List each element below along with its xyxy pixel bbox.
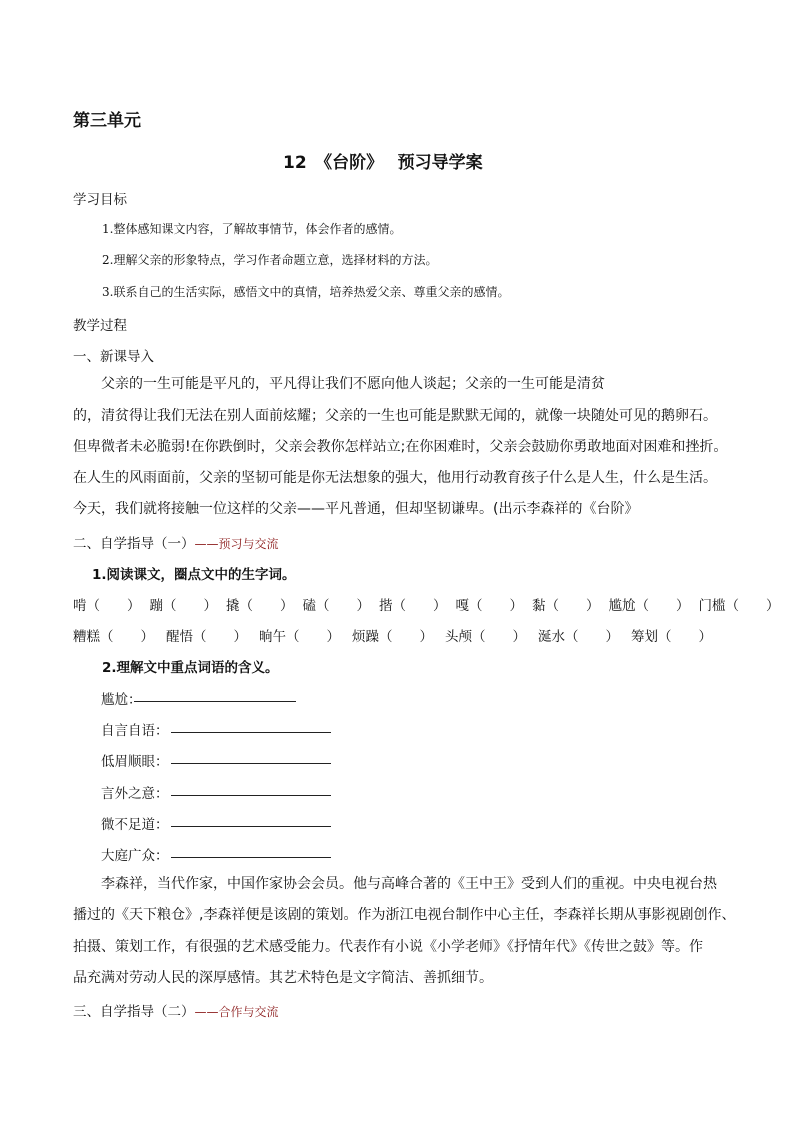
term-label: 低眉顺眼： (101, 754, 169, 770)
term-label: 微不足道： (101, 817, 169, 833)
intro-paragraph-line: 的，清贫得让我们无法在别人面前炫耀；父亲的一生也可能是默默无闻的，就像一块随处可见的鹅卵石。 (73, 408, 717, 424)
intro-paragraph-line: 今天，我们就将接触一位这样的父亲——平凡普通，但却坚韧谦卑。(出示李森祥的《台阶》 (73, 501, 639, 517)
objective-item: 1.整体感知课文内容，了解故事情节，体会作者的感情。 (102, 222, 402, 236)
objectives-heading: 学习目标 (73, 192, 127, 208)
vocab-item: 醒悟（ ） (166, 629, 247, 645)
vocab-item: 揩（ ） (379, 598, 447, 614)
vocab-item: 晌午（ ） (259, 629, 340, 645)
term-label: 大庭广众： (101, 848, 169, 864)
vocab-row-2 (73, 625, 712, 645)
term-label: 尴尬： (101, 692, 142, 708)
vocab-item: 啃（ ） (73, 598, 141, 614)
section-heading-selfstudy-1 (73, 532, 279, 552)
vocab-item: 糟糕（ ） (73, 629, 154, 645)
section-heading-selfstudy-2 (73, 1000, 279, 1020)
vocab-item: 蹦（ ） (149, 598, 217, 614)
vocab-item: 黏（ ） (532, 598, 600, 614)
vocab-item: 烦躁（ ） (352, 629, 433, 645)
answer-blank[interactable] (171, 810, 331, 827)
objective-item: 3.联系自己的生活实际，感悟文中的真情，培养热爱父亲、尊重父亲的感情。 (102, 285, 510, 299)
task-2: 2.理解文中重点词语的含义。 (102, 660, 279, 676)
intro-paragraph-line: 在人生的风雨面前，父亲的坚韧可能是你无法想象的强大，他用行动教育孩子什么是人生，什么是生活。 (73, 470, 717, 486)
author-paragraph-line: 拍摄、策划工作，有很强的艺术感受能力。代表作有小说《小学老师》《抒情年代》《传世之鼓》等。作 (73, 939, 703, 955)
intro-paragraph-line: 但卑微者未必脆弱!在你跌倒时，父亲会教你怎样站立;在你困难时，父亲会鼓励你勇敢地面对困难和挫折。 (73, 439, 728, 455)
vocab-item: 嘎（ ） (455, 598, 523, 614)
author-paragraph-line: 品充满对劳动人民的深厚感情。其艺术特色是文字简洁、善抓细节。 (73, 970, 493, 986)
vocab-item: 磕（ ） (302, 598, 370, 614)
answer-blank[interactable] (134, 685, 296, 702)
answer-blank[interactable] (171, 841, 331, 858)
objective-item: 2.理解父亲的形象特点，学习作者命题立意，选择材料的方法。 (102, 253, 438, 267)
section-subtitle: ——预习与交流 (194, 537, 279, 551)
vocab-row-1 (73, 594, 780, 614)
process-heading: 教学过程 (73, 318, 127, 334)
unit-heading: 第三单元 (73, 111, 141, 131)
answer-blank[interactable] (171, 747, 331, 764)
vocab-item: 撬（ ） (226, 598, 294, 614)
answer-blank[interactable] (171, 716, 331, 733)
vocab-item: 涎水（ ） (538, 629, 619, 645)
lesson-title: 12 《台阶》 预习导学案 (283, 153, 483, 173)
section-heading-text: 三、自学指导（二） (73, 1004, 195, 1020)
author-paragraph-line: 播过的《天下粮仓》,李森祥便是该剧的策划。作为浙江电视台制作中心主任，李森祥长期从事影视剧创作、 (73, 907, 736, 923)
vocab-item: 筹划（ ） (631, 629, 712, 645)
vocab-item: 尴尬（ ） (608, 598, 690, 614)
term-label: 言外之意： (101, 786, 169, 802)
task-1: 1.阅读课文，圈点文中的生字词。 (92, 567, 296, 583)
vocab-item: 门槛（ ） (698, 598, 780, 614)
author-paragraph-line: 李森祥，当代作家，中国作家协会会员。他与高峰合著的《王中王》受到人们的重视。中央电视台热 (101, 876, 717, 892)
section-heading-intro: 一、新课导入 (73, 349, 154, 365)
section-subtitle: ——合作与交流 (194, 1005, 279, 1019)
term-label: 自言自语： (101, 723, 169, 739)
answer-blank[interactable] (171, 779, 331, 796)
section-heading-text: 二、自学指导（一） (73, 536, 195, 552)
intro-paragraph-line: 父亲的一生可能是平凡的，平凡得让我们不愿向他人谈起；父亲的一生可能是清贫 (101, 376, 605, 392)
vocab-item: 头颅（ ） (445, 629, 526, 645)
